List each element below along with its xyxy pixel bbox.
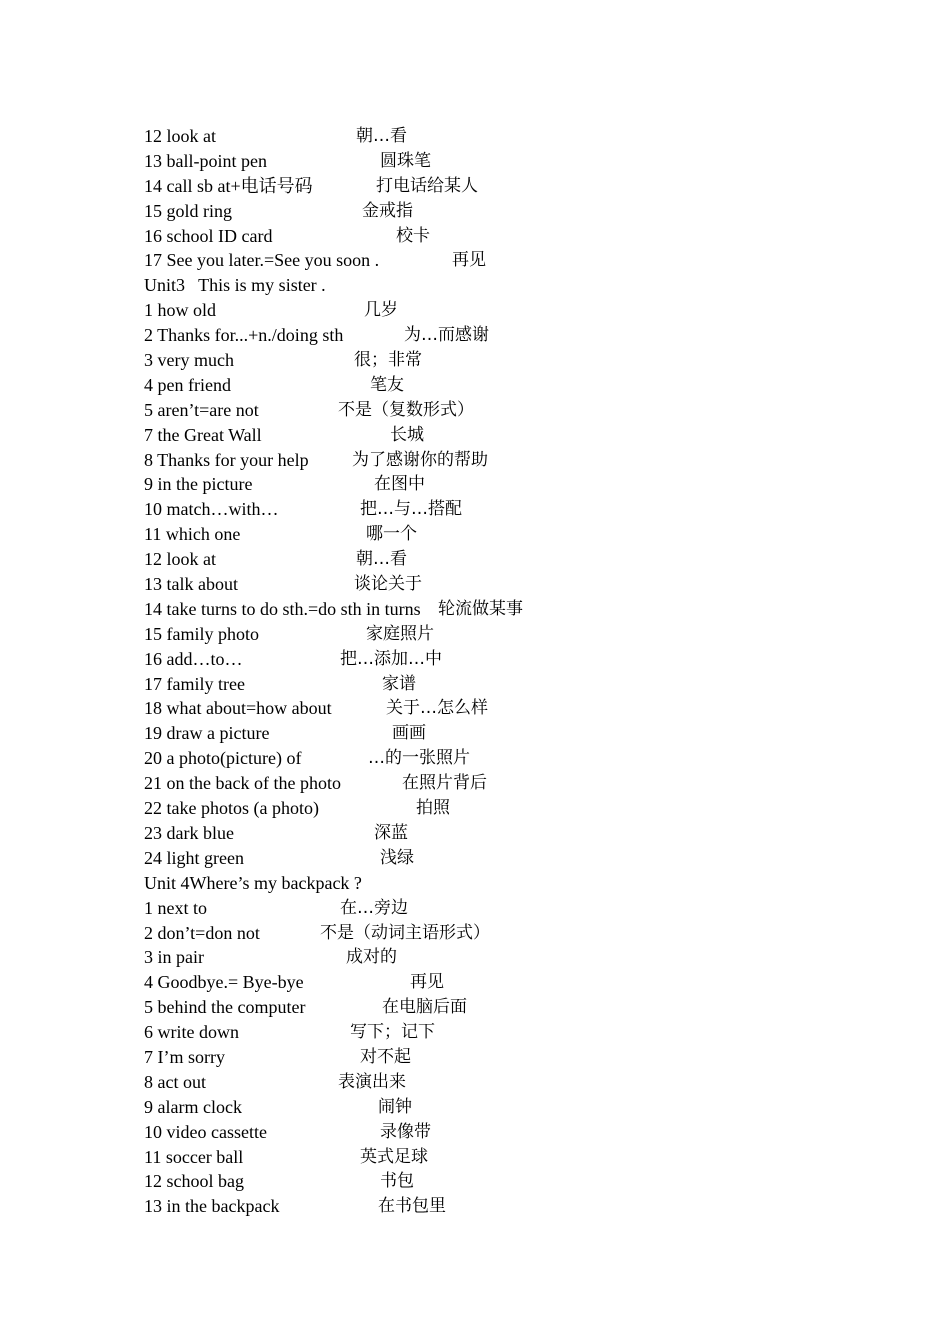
vocab-english: 10 video cassette xyxy=(144,1121,267,1142)
vocab-chinese: 长城 xyxy=(390,424,424,445)
vocab-chinese: 画画 xyxy=(392,723,426,744)
vocab-english: 6 write down xyxy=(144,1022,239,1043)
vocab-chinese: 很；非常 xyxy=(354,350,422,371)
vocab-chinese: 朝…看 xyxy=(356,126,407,146)
vocab-entry xyxy=(144,1070,844,1095)
vocab-english: 14 take turns to do sth.=do sth in turns xyxy=(144,598,421,619)
vocab-english: 12 look at xyxy=(144,549,216,570)
vocab-chinese: …的一张照片 xyxy=(368,748,470,769)
vocab-chinese: 把…与…搭配 xyxy=(360,499,462,520)
vocab-english: 17 See you later.=See you soon . xyxy=(144,250,380,271)
vocab-english: 4 Goodbye.= Bye-bye xyxy=(144,972,304,993)
vocab-english: 8 Thanks for your help xyxy=(144,449,309,470)
vocab-chinese: 金戒指 xyxy=(362,200,413,221)
vocab-entry xyxy=(144,622,844,647)
vocab-entry xyxy=(144,124,844,149)
vocab-chinese: 谈论关于 xyxy=(354,574,422,595)
vocab-entry xyxy=(144,298,844,323)
vocab-entry xyxy=(144,1169,844,1194)
vocab-entry xyxy=(144,1194,844,1219)
vocab-english: 13 ball-point pen xyxy=(144,150,267,171)
vocab-entry xyxy=(144,199,844,224)
vocab-english: 4 pen friend xyxy=(144,374,231,395)
vocab-chinese: 圆珠笔 xyxy=(380,150,431,171)
vocab-english: 16 add…to… xyxy=(144,648,243,669)
vocab-chinese: 对不起 xyxy=(360,1046,411,1067)
vocab-chinese: 表演出来 xyxy=(338,1071,406,1092)
vocab-english: 2 Thanks for...+n./doing sth xyxy=(144,325,344,346)
vocab-entry xyxy=(144,472,844,497)
vocab-entry xyxy=(144,522,844,547)
vocab-entry xyxy=(144,423,844,448)
vocab-chinese: 为…而感谢 xyxy=(404,325,489,346)
vocab-chinese: 朝…看 xyxy=(356,549,407,570)
vocab-english: 13 talk about xyxy=(144,574,238,595)
vocab-english: 19 draw a picture xyxy=(144,723,270,744)
vocab-entry xyxy=(144,921,844,946)
vocab-entry xyxy=(144,1045,844,1070)
vocab-entry xyxy=(144,149,844,174)
vocab-entry xyxy=(144,174,844,199)
vocab-english: 13 in the backpack xyxy=(144,1196,280,1217)
vocab-english: 7 I’m sorry xyxy=(144,1046,225,1067)
vocab-entry xyxy=(144,572,844,597)
vocab-chinese: 关于…怎么样 xyxy=(386,698,488,719)
vocab-english: 1 next to xyxy=(144,897,207,918)
vocab-chinese: 家谱 xyxy=(382,673,416,694)
vocab-entry xyxy=(144,821,844,846)
vocab-english: 24 light green xyxy=(144,847,244,868)
vocab-chinese: 校卡 xyxy=(396,225,430,246)
vocab-entry xyxy=(144,248,844,273)
vocab-chinese: 为了感谢你的帮助 xyxy=(352,449,488,470)
vocab-chinese: 拍照 xyxy=(416,798,450,819)
vocab-english: 10 match…with… xyxy=(144,499,279,520)
vocab-english: 5 aren’t=are not xyxy=(144,399,259,420)
vocab-chinese: 家庭照片 xyxy=(366,623,434,644)
vocab-entry xyxy=(144,323,844,348)
vocab-entry xyxy=(144,970,844,995)
vocab-entry xyxy=(144,1095,844,1120)
vocab-entry xyxy=(144,597,844,622)
vocab-chinese: 在电脑后面 xyxy=(382,997,467,1018)
vocab-entry xyxy=(144,348,844,373)
vocab-english: 9 in the picture xyxy=(144,474,253,495)
vocab-chinese: 英式足球 xyxy=(360,1146,428,1167)
vocab-entry xyxy=(144,796,844,821)
unit-title: Unit 4Where’s my backpack ? xyxy=(144,872,362,893)
vocab-entry xyxy=(144,1145,844,1170)
vocab-english: 2 don’t=don not xyxy=(144,922,260,943)
vocab-english: 9 alarm clock xyxy=(144,1096,242,1117)
vocab-entry xyxy=(144,945,844,970)
vocab-english: 15 family photo xyxy=(144,623,259,644)
vocab-entry xyxy=(144,547,844,572)
vocab-chinese: 写下；记下 xyxy=(350,1022,435,1043)
vocab-english: 14 call sb at+电话号码 xyxy=(144,175,313,196)
vocab-chinese: 闹钟 xyxy=(378,1096,412,1117)
vocab-entry xyxy=(144,647,844,672)
vocab-english: 21 on the back of the photo xyxy=(144,773,341,794)
vocab-chinese: 书包 xyxy=(380,1171,414,1192)
vocab-english: 8 act out xyxy=(144,1071,206,1092)
vocab-chinese: 几岁 xyxy=(364,300,398,321)
unit-title: Unit3 This is my sister . xyxy=(144,275,326,296)
vocab-chinese: 成对的 xyxy=(346,947,397,968)
vocab-chinese: 浅绿 xyxy=(380,847,414,868)
vocab-english: 11 which one xyxy=(144,524,241,545)
vocab-entry xyxy=(144,1020,844,1045)
vocab-entry xyxy=(144,398,844,423)
vocab-english: 17 family tree xyxy=(144,673,245,694)
vocab-english: 11 soccer ball xyxy=(144,1146,244,1167)
vocab-entry xyxy=(144,995,844,1020)
vocab-entry xyxy=(144,721,844,746)
vocab-chinese: 再见 xyxy=(452,250,486,271)
vocab-english: 5 behind the computer xyxy=(144,997,306,1018)
vocab-chinese: 录像带 xyxy=(380,1121,431,1142)
vocab-chinese: 再见 xyxy=(410,972,444,993)
vocab-entry xyxy=(144,448,844,473)
vocab-english: 12 school bag xyxy=(144,1171,244,1192)
unit-heading xyxy=(144,871,844,896)
vocab-entry xyxy=(144,373,844,398)
vocab-chinese: 轮流做某事 xyxy=(438,598,523,619)
vocab-chinese: 在书包里 xyxy=(378,1196,446,1217)
vocab-entry xyxy=(144,846,844,871)
vocab-english: 3 very much xyxy=(144,350,234,371)
vocab-english: 16 school ID card xyxy=(144,225,273,246)
vocab-english: 7 the Great Wall xyxy=(144,424,262,445)
vocab-english: 20 a photo(picture) of xyxy=(144,748,302,769)
vocab-chinese: 不是（动词主语形式） xyxy=(320,922,490,943)
vocab-english: 23 dark blue xyxy=(144,822,234,843)
vocab-entry xyxy=(144,896,844,921)
vocab-entry xyxy=(144,771,844,796)
vocab-chinese: 打电话给某人 xyxy=(376,175,478,196)
vocab-entry xyxy=(144,672,844,697)
vocab-chinese: 在照片背后 xyxy=(402,773,487,794)
vocab-chinese: 把…添加…中 xyxy=(340,648,442,669)
unit-heading xyxy=(144,273,844,298)
vocab-entry xyxy=(144,224,844,249)
vocab-chinese: 不是（复数形式） xyxy=(338,399,474,420)
vocab-chinese: 在…旁边 xyxy=(340,897,408,918)
vocab-chinese: 深蓝 xyxy=(374,822,408,843)
vocab-chinese: 哪一个 xyxy=(366,524,417,545)
vocab-chinese: 在图中 xyxy=(374,474,425,495)
vocab-entry xyxy=(144,746,844,771)
vocab-english: 1 how old xyxy=(144,300,216,321)
vocab-entry xyxy=(144,497,844,522)
vocab-english: 15 gold ring xyxy=(144,200,232,221)
vocab-entry xyxy=(144,1120,844,1145)
vocab-english: 12 look at xyxy=(144,126,216,146)
vocab-chinese: 笔友 xyxy=(370,374,404,395)
vocab-entry xyxy=(144,696,844,721)
vocab-english: 3 in pair xyxy=(144,947,204,968)
vocab-english: 22 take photos (a photo) xyxy=(144,798,319,819)
vocab-english: 18 what about=how about xyxy=(144,698,332,719)
vocabulary-list xyxy=(144,124,844,1219)
